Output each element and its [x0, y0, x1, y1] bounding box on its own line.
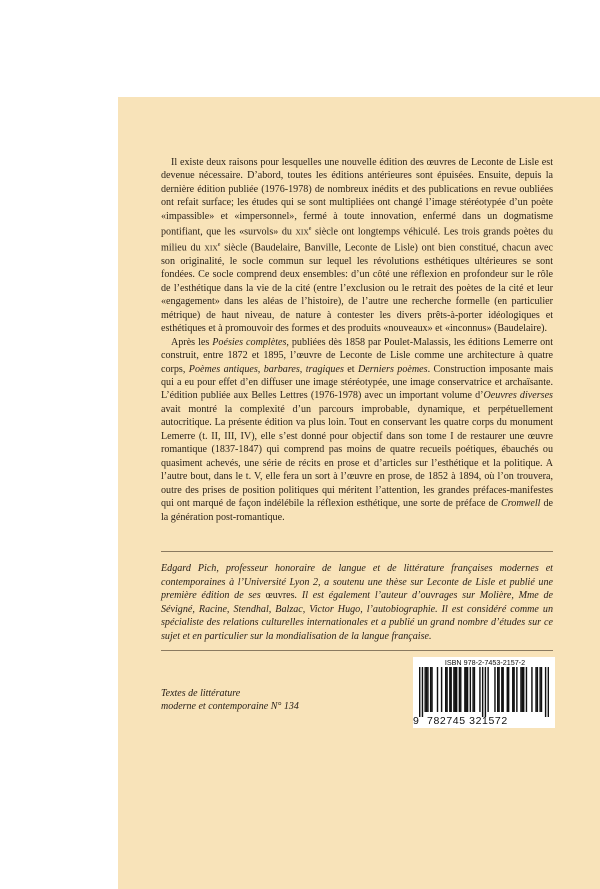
barcode-bar — [427, 667, 428, 712]
barcode-bar — [456, 667, 457, 712]
barcode-bar — [449, 667, 450, 712]
barcode-bar — [494, 667, 495, 712]
series-line-1: Textes de littérature — [161, 688, 241, 699]
barcode-bar — [531, 667, 532, 712]
barcode-first-digit: 9 — [413, 715, 420, 727]
barcode-bar — [537, 667, 538, 712]
barcode-bar — [501, 667, 502, 712]
barcode-bar — [455, 667, 456, 712]
barcode-bar — [472, 667, 473, 712]
barcode-bar — [539, 667, 540, 712]
barcode-bar — [441, 667, 442, 712]
series-label — [161, 687, 321, 713]
barcode-bar — [507, 667, 508, 712]
blurb-paragraph-2: Après les Poésies complètes, publiées dès 1858 par Poulet-Malassis, les éditions Lemerre ont construit, entre 1872 et 1895, l’œuvre de Leconte de Lisle comme une architecture à quatre corps, Poèmes antiques, barbares, tragiques et Derniers poèmes. Construction imposante mais qui a eu pour effet d’en diffuser une image stéréotypée, une image conservatrice et archaïsante. L’édition publiée aux Belles Lettres (1976-1978) avec un important volume d’Oeuvres diverses avait montré la complexité d’un parcours improbable, dynamique, et perpétuellement autocritique. La présente édition va plus loin. Tout en conservant les quatre corps du monument Lemerre (t. II, III, IV), elle s’est donné pour objectif dans son tome I de restaurer une œuvre romantique (1837-1847) qui comprend pas moins de quatre recueils poétiques, ébauchés ou quasiment achevés, une série de récits en prose et d’articles sur l’esthétique et la politique. A l’autre bout, dans le t. V, elle fera un sort à l’œuvre en prose, de 1852 à 1894, où l’on trouvera, outre des prises de position politiques qui méritent l’attention, les grandes préfaces-manifestes qui ont marqué de façon indélébile la réflexion esthétique, une sorte de préface de Cromwell de la génération post-romantique. — [161, 336, 554, 523]
series-line-2: moderne et contemporaine N° 134 — [161, 701, 299, 712]
barcode-bar — [516, 667, 517, 712]
isbn-barcode-box — [413, 657, 555, 728]
blurb-text — [161, 156, 553, 524]
barcode-rest-digits: 782745 321572 — [427, 715, 508, 727]
blurb-paragraph-1: Il existe deux raisons pour lesquelles une nouvelle édition des œuvres de Leconte de Lisle est devenue nécessaire. D’abord, toutes les éditions antérieures sont épuisées. Ensuite, depuis la dernière édition publiée (1976-1978) de nombreux inédits et des publications en revue oubliées ont refait surface; les études qui se sont multipliées ont changé l’image stéréotypée d’un poète «impassible» et «impersonnel», fermé à toute innovation, enfermé dans un dogmatisme pontifiant, que les «survols» du XIXe siècle ont longtemps véhiculé. Les trois grands poètes du milieu du XIXe siècle (Baudelaire, Banville, Leconte de Lisle) ont bien constitué, chacun avec son originalité, le socle commun sur lequel les révolutions esthétiques ultérieures se sont fondées. Ce socle comprend deux ensembles: d’un côté une réflexion en profondeur sur le rôle de l’esthétique dans la vie de la cité (entre l’exclusion ou le retrait des poètes de la cité et leur «engagement» dans les aléas de l’histoire), de l’autre une recherche formelle (en particulier métrique) de haut niveau, de nature à contester les divers prêts-à-porter idéologiques et esthétiques et à promouvoir des formes et des produits «nouveaux» et «inconnus» (Baudelaire). — [161, 157, 553, 335]
barcode-bar — [498, 667, 499, 712]
barcode-bar — [482, 667, 483, 717]
barcode-bar — [508, 667, 509, 712]
barcode-bar — [424, 667, 425, 712]
barcode-bar — [459, 667, 460, 712]
barcode-bar — [520, 667, 521, 712]
barcode-bar — [535, 667, 536, 712]
barcode-bar — [466, 667, 467, 712]
author-bio: Edgard Pich, professeur honoraire de langue et de littérature françaises modernes et contemporaines à l’Université Lyon 2, a soutenu une thèse sur Leconte de Lisle et publié une première édition de ses œuvres. Il est également l’auteur d’ouvrages sur Molière, Mme de Sévigné, Racine, Stendhal, Balzac, Victor Hugo, l’autobiographie. Il est considéré comme un spécialiste des relations culturelles internationales et a publié un grand nombre d’études sur ce sujet et en particulier sur la mondialisation de la langue française. — [161, 563, 554, 642]
barcode — [419, 667, 549, 717]
barcode-bar — [422, 667, 423, 717]
barcode-bar — [513, 667, 514, 712]
barcode-bar — [497, 667, 498, 712]
barcode-bar — [541, 667, 542, 712]
barcode-bar — [523, 667, 524, 712]
isbn-label: ISBN 978-2-7453-2157-2 — [444, 658, 526, 667]
barcode-bar — [426, 667, 427, 712]
barcode-bar — [487, 667, 488, 712]
barcode-bar — [470, 667, 471, 712]
barcode-bar — [502, 667, 503, 712]
barcode-bar — [522, 667, 523, 712]
barcode-bar — [430, 667, 431, 712]
barcode-bar — [460, 667, 461, 712]
barcode-bar — [526, 667, 527, 712]
barcode-bar — [453, 667, 454, 712]
divider-bottom — [161, 650, 553, 651]
barcode-bar — [445, 667, 446, 712]
barcode-bar — [485, 667, 486, 717]
barcode-bar — [464, 667, 465, 712]
barcode-bar — [479, 667, 480, 712]
barcode-bar — [512, 667, 513, 712]
barcode-bar — [419, 667, 420, 717]
divider-top — [161, 551, 553, 552]
barcode-bar — [431, 667, 432, 712]
barcode-bar — [450, 667, 451, 712]
barcode-bar — [437, 667, 438, 712]
barcode-bar — [545, 667, 546, 717]
barcode-bar — [548, 667, 549, 717]
barcode-bar — [446, 667, 447, 712]
barcode-bar — [474, 667, 475, 712]
barcode-bar — [467, 667, 468, 712]
